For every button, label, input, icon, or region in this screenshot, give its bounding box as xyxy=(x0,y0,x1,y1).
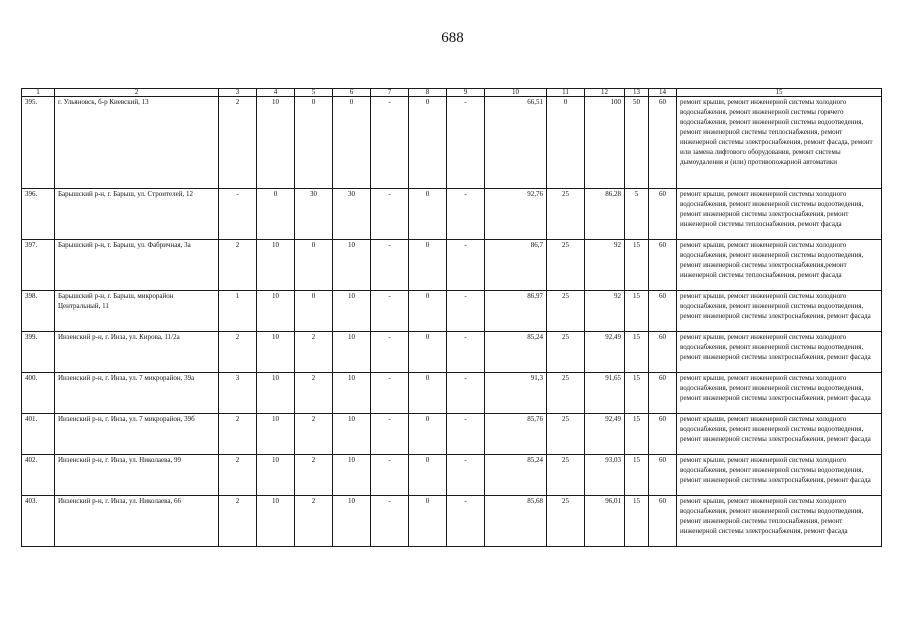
value-cell: 2 xyxy=(219,414,257,455)
value-cell: 10 xyxy=(257,414,295,455)
value-cell: 10 xyxy=(257,373,295,414)
value-cell: 86,97 xyxy=(485,291,547,332)
value-cell: 2 xyxy=(295,455,333,496)
value-cell: 25 xyxy=(547,414,585,455)
column-header: 6 xyxy=(333,89,371,97)
value-cell: 96,01 xyxy=(585,496,625,547)
value-cell: 60 xyxy=(649,240,677,291)
value-cell: 10 xyxy=(257,240,295,291)
value-cell: 30 xyxy=(333,189,371,240)
value-cell: - xyxy=(371,414,409,455)
value-cell: 86,28 xyxy=(585,189,625,240)
value-cell: 0 xyxy=(295,240,333,291)
value-cell: - xyxy=(371,97,409,189)
row-number: 403. xyxy=(22,496,55,547)
value-cell: 60 xyxy=(649,332,677,373)
row-number: 402. xyxy=(22,455,55,496)
value-cell: 0 xyxy=(409,455,447,496)
value-cell: 60 xyxy=(649,496,677,547)
value-cell: 0 xyxy=(257,189,295,240)
value-cell: 15 xyxy=(625,496,649,547)
address-cell: Инзенский р-н, г. Инза, ул. Николаева, 99 xyxy=(55,455,219,496)
value-cell: 10 xyxy=(333,332,371,373)
value-cell: 60 xyxy=(649,189,677,240)
column-header: 11 xyxy=(547,89,585,97)
value-cell: 66,51 xyxy=(485,97,547,189)
value-cell: - xyxy=(371,240,409,291)
table-row xyxy=(22,496,882,547)
value-cell: 30 xyxy=(295,189,333,240)
column-header: 7 xyxy=(371,89,409,97)
table-row xyxy=(22,332,882,373)
works-cell: ремонт крыши, ремонт инженерной системы холодного водоснабжения, ремонт инженерной системы горячего водоснабжения, ремонт инженерной системы водоотведения, ремонт инженерной системы теплоснабжения, ремонт инженерной системы электроснабжения, ремонт фасада, ремонт или замена лифтового оборудования, ремонт системы дымоудаления и (или) противопожарной автоматики xyxy=(677,97,882,189)
table-row xyxy=(22,373,882,414)
value-cell: 91,65 xyxy=(585,373,625,414)
value-cell: 10 xyxy=(257,332,295,373)
register-table xyxy=(21,88,882,547)
address-cell: Инзенский р-н, г. Инза, ул. Кирова, 11/2а xyxy=(55,332,219,373)
value-cell: 25 xyxy=(547,291,585,332)
value-cell: 92,76 xyxy=(485,189,547,240)
value-cell: 0 xyxy=(409,189,447,240)
value-cell: 60 xyxy=(649,97,677,189)
value-cell: 0 xyxy=(333,97,371,189)
address-cell: г. Ульяновск, б-р Киевский, 13 xyxy=(55,97,219,189)
table-row xyxy=(22,291,882,332)
value-cell: 3 xyxy=(219,373,257,414)
works-cell: ремонт крыши, ремонт инженерной системы холодного водоснабжения, ремонт инженерной системы водоотведения, ремонт инженерной системы электроснабжения, ремонт инженерной системы теплоснабжения, ремонт фасада xyxy=(677,189,882,240)
value-cell: 2 xyxy=(295,332,333,373)
address-cell: Барышский р-н, г. Барыш, ул. Фабричная, 3а xyxy=(55,240,219,291)
column-header: 13 xyxy=(625,89,649,97)
row-number: 398. xyxy=(22,291,55,332)
value-cell: 10 xyxy=(333,291,371,332)
value-cell: 15 xyxy=(625,240,649,291)
value-cell: 25 xyxy=(547,189,585,240)
value-cell: 92,49 xyxy=(585,332,625,373)
address-cell: Барышский р-н, г. Барыш, ул. Строителей, 12 xyxy=(55,189,219,240)
value-cell: 10 xyxy=(257,496,295,547)
value-cell: 2 xyxy=(219,240,257,291)
value-cell: 25 xyxy=(547,455,585,496)
value-cell: 91,3 xyxy=(485,373,547,414)
value-cell: 5 xyxy=(625,189,649,240)
value-cell: 10 xyxy=(257,97,295,189)
value-cell: 0 xyxy=(409,97,447,189)
value-cell: - xyxy=(447,189,485,240)
value-cell: 2 xyxy=(295,496,333,547)
column-number-row xyxy=(22,89,882,97)
works-cell: ремонт крыши, ремонт инженерной системы холодного водоснабжения, ремонт инженерной системы водоотведения, ремонт инженерной системы электроснабжения, ремонт фасада xyxy=(677,332,882,373)
value-cell: - xyxy=(371,373,409,414)
table-row xyxy=(22,189,882,240)
column-header: 3 xyxy=(219,89,257,97)
value-cell: 15 xyxy=(625,291,649,332)
value-cell: 15 xyxy=(625,414,649,455)
value-cell: 0 xyxy=(547,97,585,189)
column-header: 4 xyxy=(257,89,295,97)
value-cell: 2 xyxy=(219,455,257,496)
value-cell: 15 xyxy=(625,373,649,414)
address-cell: Барышский р-н, г. Барыш, микрорайон Центральный, 11 xyxy=(55,291,219,332)
table-row xyxy=(22,240,882,291)
value-cell: 10 xyxy=(333,455,371,496)
value-cell: - xyxy=(447,373,485,414)
value-cell: 60 xyxy=(649,291,677,332)
works-cell: ремонт крыши, ремонт инженерной системы холодного водоснабжения, ремонт инженерной системы водоотведения, ремонт инженерной системы электроснабжения, ремонт фасада xyxy=(677,455,882,496)
value-cell: - xyxy=(371,455,409,496)
value-cell: - xyxy=(447,97,485,189)
value-cell: 25 xyxy=(547,332,585,373)
column-header: 1 xyxy=(22,89,55,97)
column-header: 5 xyxy=(295,89,333,97)
value-cell: 10 xyxy=(333,414,371,455)
value-cell: 100 xyxy=(585,97,625,189)
value-cell: 0 xyxy=(409,291,447,332)
value-cell: 0 xyxy=(295,97,333,189)
column-header: 2 xyxy=(55,89,219,97)
works-cell: ремонт крыши, ремонт инженерной системы холодного водоснабжения, ремонт инженерной системы водоотведения, ремонт инженерной системы электроснабжения, ремонт фасада xyxy=(677,373,882,414)
value-cell: 10 xyxy=(257,291,295,332)
value-cell: 1 xyxy=(219,291,257,332)
value-cell: 50 xyxy=(625,97,649,189)
column-header: 10 xyxy=(485,89,547,97)
column-header: 15 xyxy=(677,89,882,97)
value-cell: - xyxy=(371,332,409,373)
value-cell: 85,76 xyxy=(485,414,547,455)
value-cell: 10 xyxy=(257,455,295,496)
value-cell: 10 xyxy=(333,240,371,291)
works-cell: ремонт крыши, ремонт инженерной системы холодного водоснабжения, ремонт инженерной системы водоотведения, ремонт инженерной системы электроснабжения, ремонт фасада xyxy=(677,291,882,332)
value-cell: 10 xyxy=(333,373,371,414)
address-cell: Инзенский р-н, г. Инза, ул. 7 микрорайон, 39б xyxy=(55,414,219,455)
value-cell: 93,03 xyxy=(585,455,625,496)
value-cell: 92 xyxy=(585,291,625,332)
column-header: 14 xyxy=(649,89,677,97)
value-cell: 85,24 xyxy=(485,455,547,496)
value-cell: 92,49 xyxy=(585,414,625,455)
works-cell: ремонт крыши, ремонт инженерной системы холодного водоснабжения, ремонт инженерной системы водоотведения, ремонт инженерной системы электроснабжения, ремонт фасада xyxy=(677,414,882,455)
value-cell: 15 xyxy=(625,455,649,496)
value-cell: - xyxy=(447,332,485,373)
value-cell: 10 xyxy=(333,496,371,547)
column-header: 12 xyxy=(585,89,625,97)
value-cell: - xyxy=(447,291,485,332)
value-cell: 25 xyxy=(547,496,585,547)
value-cell: - xyxy=(447,240,485,291)
works-cell: ремонт крыши, ремонт инженерной системы холодного водоснабжения, ремонт инженерной системы водоотведения, ремонт инженерной системы электроснабжения,ремонт инженерной системы теплоснабжения, ремонт фасада xyxy=(677,240,882,291)
value-cell: 0 xyxy=(409,332,447,373)
row-number: 396. xyxy=(22,189,55,240)
row-number: 397. xyxy=(22,240,55,291)
value-cell: - xyxy=(371,496,409,547)
value-cell: 0 xyxy=(409,414,447,455)
value-cell: 0 xyxy=(409,496,447,547)
column-header: 9 xyxy=(447,89,485,97)
value-cell: 0 xyxy=(409,240,447,291)
address-cell: Инзенский р-н, г. Инза, ул. Николаева, 66 xyxy=(55,496,219,547)
column-header: 8 xyxy=(409,89,447,97)
value-cell: 2 xyxy=(219,496,257,547)
value-cell: - xyxy=(447,414,485,455)
value-cell: 0 xyxy=(409,373,447,414)
value-cell: 85,24 xyxy=(485,332,547,373)
table-row xyxy=(22,455,882,496)
value-cell: - xyxy=(447,455,485,496)
value-cell: 25 xyxy=(547,240,585,291)
page-number: 688 xyxy=(441,30,464,46)
value-cell: 92 xyxy=(585,240,625,291)
value-cell: 2 xyxy=(295,373,333,414)
row-number: 395. xyxy=(22,97,55,189)
value-cell: - xyxy=(371,189,409,240)
value-cell: - xyxy=(447,496,485,547)
value-cell: 2 xyxy=(219,97,257,189)
row-number: 400. xyxy=(22,373,55,414)
table-row xyxy=(22,97,882,189)
value-cell: 2 xyxy=(219,332,257,373)
value-cell: - xyxy=(371,291,409,332)
value-cell: 86,7 xyxy=(485,240,547,291)
row-number: 399. xyxy=(22,332,55,373)
row-number: 401. xyxy=(22,414,55,455)
address-cell: Инзенский р-н, г. Инза, ул. 7 микрорайон, 39а xyxy=(55,373,219,414)
value-cell: 85,68 xyxy=(485,496,547,547)
value-cell: 25 xyxy=(547,373,585,414)
value-cell: 15 xyxy=(625,332,649,373)
value-cell: 60 xyxy=(649,455,677,496)
works-cell: ремонт крыши, ремонт инженерной системы холодного водоснабжения, ремонт инженерной системы водоотведения, ремонт инженерной системы теплоснабжения, ремонт инженерной системы электроснабжения, ремонт фасада xyxy=(677,496,882,547)
value-cell: 2 xyxy=(295,414,333,455)
value-cell: - xyxy=(219,189,257,240)
value-cell: 60 xyxy=(649,414,677,455)
value-cell: 0 xyxy=(295,291,333,332)
table-row xyxy=(22,414,882,455)
value-cell: 60 xyxy=(649,373,677,414)
